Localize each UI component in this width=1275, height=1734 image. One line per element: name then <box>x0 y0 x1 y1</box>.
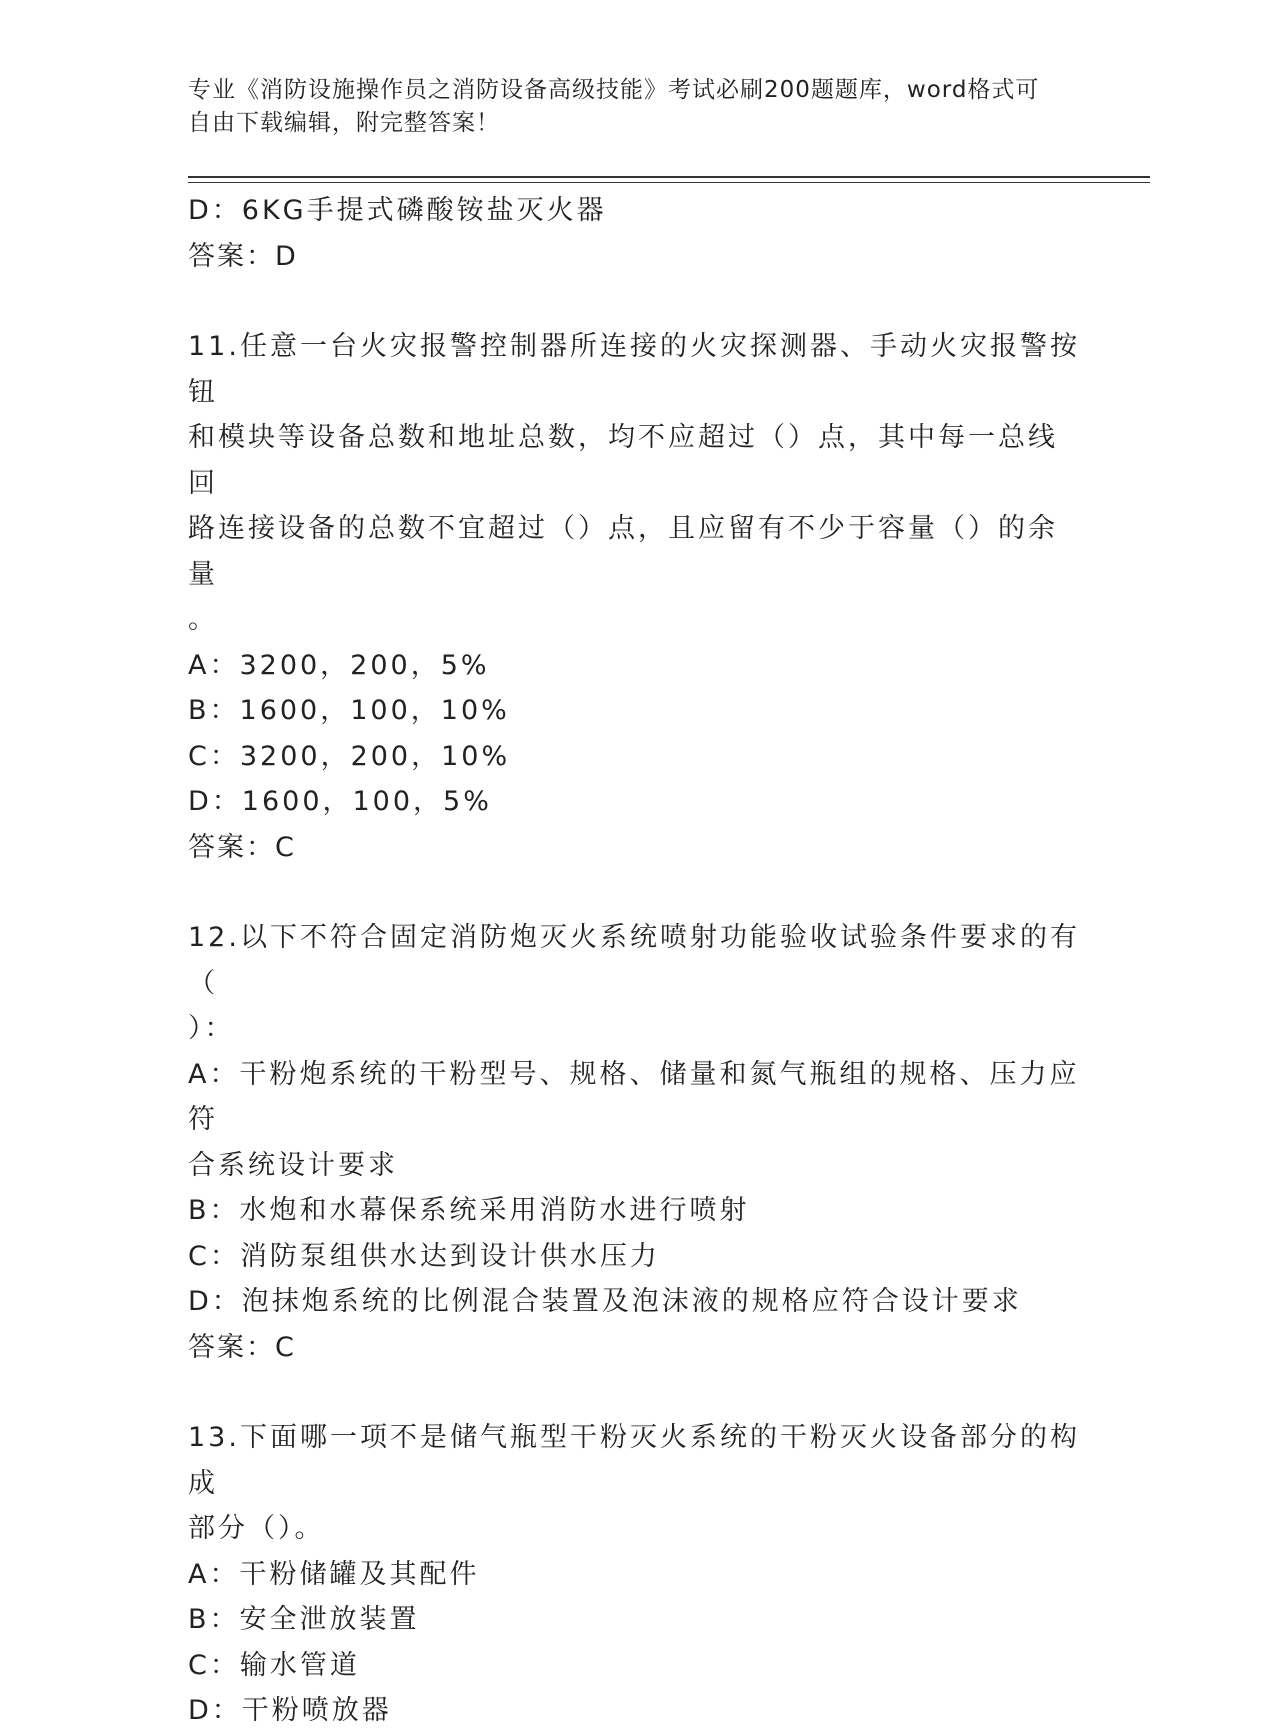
option-b: B：安全泄放装置 <box>188 1604 420 1635</box>
question-10 <box>188 188 1083 279</box>
answer: 答案：C <box>188 831 296 863</box>
question-11 <box>188 324 1083 870</box>
question-stem-line: 13.下面哪一项不是储气瓶型干粉灭火系统的干粉灭火设备部分的构成 <box>188 1422 1080 1499</box>
question-stem-line: 。 <box>188 604 218 635</box>
question-13 <box>188 1415 1083 1734</box>
question-stem-line: 部分（）。 <box>188 1513 325 1544</box>
option-c: C：输水管道 <box>188 1649 360 1681</box>
option-a: A：3200，200，5% <box>188 649 490 681</box>
option-a: A：干粉储罐及其配件 <box>188 1558 480 1590</box>
spacer <box>188 870 1083 915</box>
option-a: A：干粉炮系统的干粉型号、规格、储量和氮气瓶组的规格、压力应符 <box>188 1058 1080 1135</box>
question-stem-line: 11.任意一台火灾报警控制器所连接的火灾探测器、手动火灾报警按钮 <box>188 331 1080 408</box>
option-d: D：干粉喷放器 <box>188 1695 392 1726</box>
header-line-2: 自由下载编辑，附完整答案！ <box>188 110 500 136</box>
question-12 <box>188 915 1083 1370</box>
question-stem-line: 和模块等设备总数和地址总数，均不应超过（）点，其中每一总线回 <box>188 422 1058 499</box>
option-b: B：1600，100，10% <box>188 695 510 726</box>
answer: 答案：C <box>188 1331 296 1363</box>
header-divider-thick <box>188 176 1150 178</box>
spacer <box>188 279 1083 324</box>
header-divider-thin <box>188 182 1150 183</box>
option-c: C：消防泵组供水达到设计供水压力 <box>188 1240 660 1272</box>
question-stem-line: 路连接设备的总数不宜超过（）点，且应留有不少于容量（）的余量 <box>188 513 1058 590</box>
option-d: D：泡抹炮系统的比例混合装置及泡沫液的规格应符合设计要求 <box>188 1286 1022 1317</box>
option-c: C：3200，200，10% <box>188 740 511 772</box>
question-stem-line: 12.以下不符合固定消防炮灭火系统喷射功能验收试验条件要求的有（ <box>188 922 1080 999</box>
option-d: D：1600，100，5% <box>188 786 492 817</box>
option-b: B：水炮和水幕保系统采用消防水进行喷射 <box>188 1195 750 1226</box>
option-d: D：6KG手提式磷酸铵盐灭火器 <box>188 195 607 226</box>
header-line-1: 专业《消防设施操作员之消防设备高级技能》考试必刷200题题库，word格式可 <box>188 77 1040 103</box>
spacer <box>188 1370 1083 1415</box>
page-header <box>188 74 1068 140</box>
answer: 答案：D <box>188 240 298 272</box>
question-stem-line: ）： <box>188 1013 235 1044</box>
option-a-continued: 合系统设计要求 <box>188 1149 398 1181</box>
question-content <box>188 188 1083 1734</box>
